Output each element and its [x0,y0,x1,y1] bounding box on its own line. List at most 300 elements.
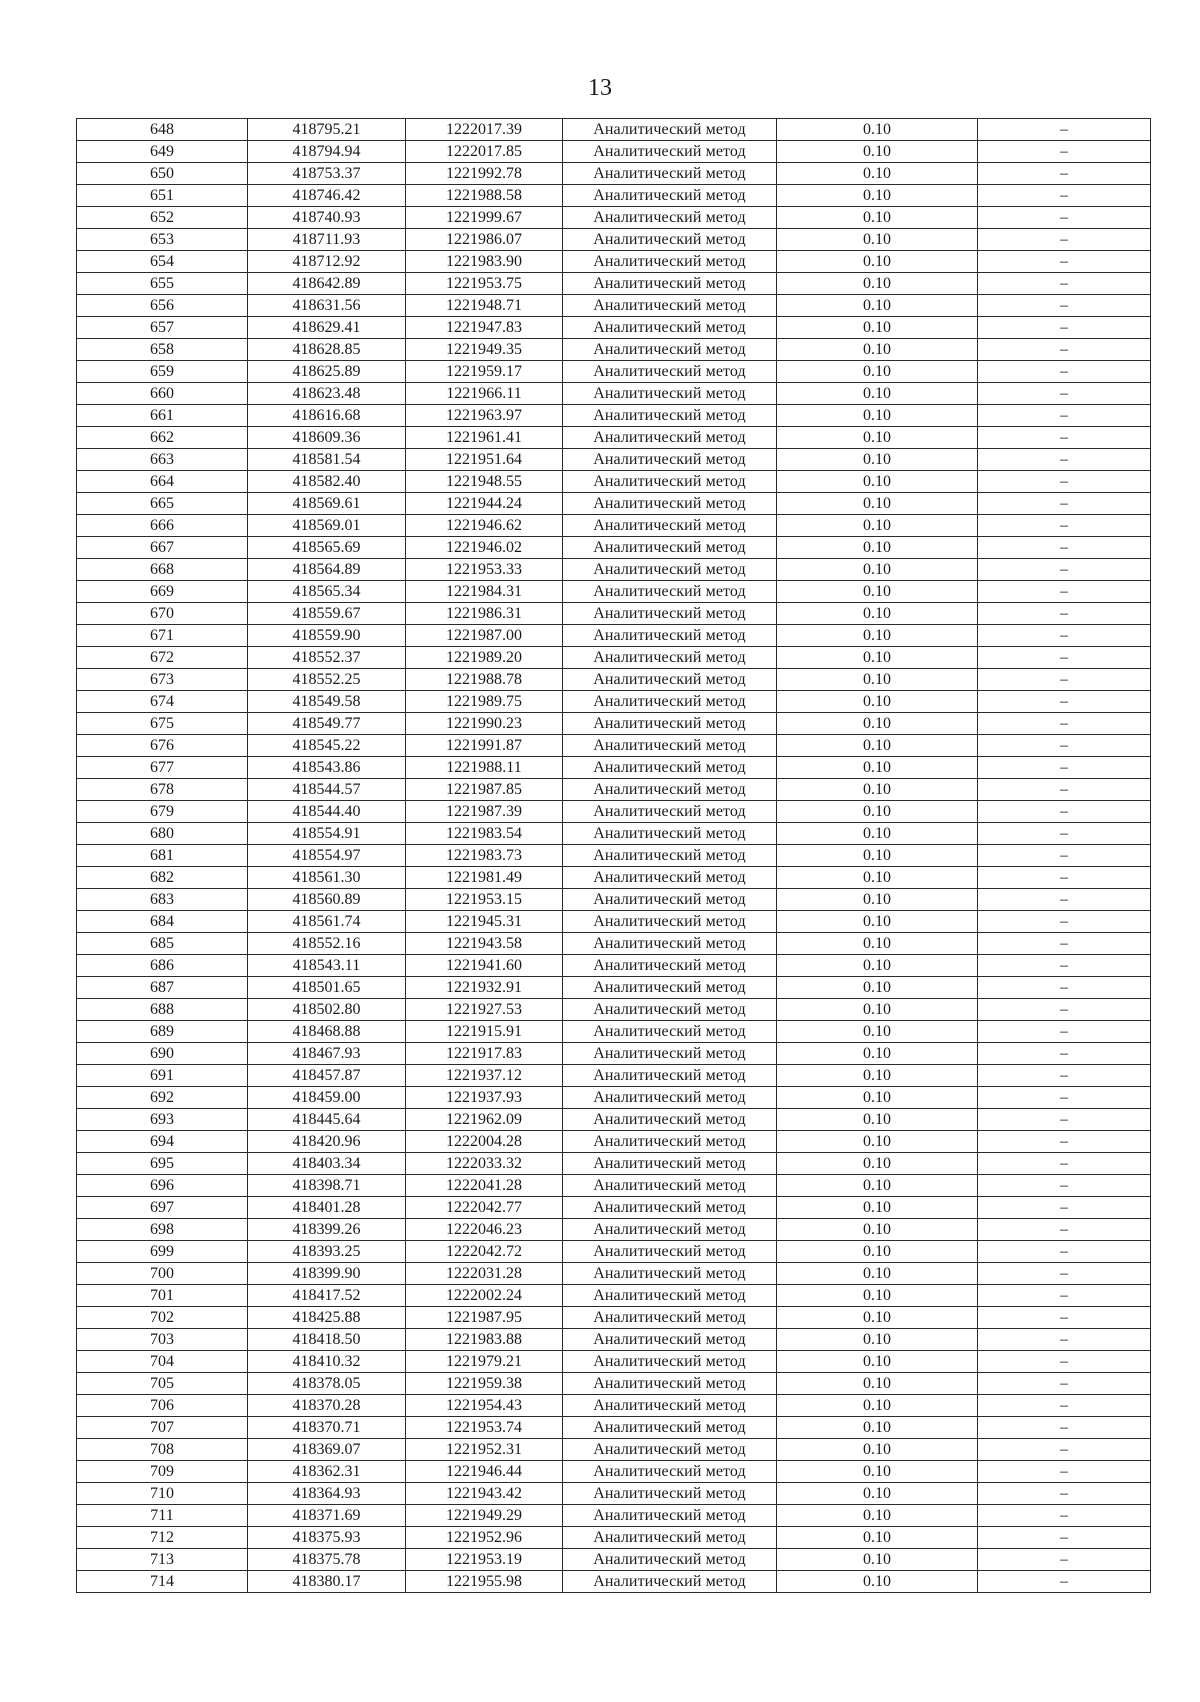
table-row [77,1483,1151,1505]
method-cell: Аналитический метод [563,1087,777,1109]
method-cell: Аналитический метод [563,1329,777,1351]
accuracy-cell: 0.10 [777,1087,978,1109]
y-coordinate-cell: 1221946.62 [406,515,563,537]
accuracy-cell: 0.10 [777,603,978,625]
y-coordinate-cell: 1221952.96 [406,1527,563,1549]
accuracy-cell: 0.10 [777,1219,978,1241]
y-coordinate-cell: 1221990.23 [406,713,563,735]
point-number-cell: 663 [77,449,248,471]
accuracy-cell: 0.10 [777,1109,978,1131]
x-coordinate-cell: 418569.61 [248,493,406,515]
accuracy-cell: 0.10 [777,317,978,339]
x-coordinate-cell: 418552.25 [248,669,406,691]
y-coordinate-cell: 1221915.91 [406,1021,563,1043]
note-cell: – [978,339,1151,361]
x-coordinate-cell: 418581.54 [248,449,406,471]
method-cell: Аналитический метод [563,383,777,405]
point-number-cell: 679 [77,801,248,823]
accuracy-cell: 0.10 [777,185,978,207]
note-cell: – [978,867,1151,889]
x-coordinate-cell: 418628.85 [248,339,406,361]
x-coordinate-cell: 418364.93 [248,1483,406,1505]
table-row [77,1373,1151,1395]
y-coordinate-cell: 1221941.60 [406,955,563,977]
method-cell: Аналитический метод [563,273,777,295]
table-row [77,449,1151,471]
table-row [77,471,1151,493]
x-coordinate-cell: 418740.93 [248,207,406,229]
note-cell: – [978,911,1151,933]
note-cell: – [978,229,1151,251]
point-number-cell: 693 [77,1109,248,1131]
accuracy-cell: 0.10 [777,1197,978,1219]
method-cell: Аналитический метод [563,1373,777,1395]
point-number-cell: 666 [77,515,248,537]
accuracy-cell: 0.10 [777,757,978,779]
note-cell: – [978,251,1151,273]
point-number-cell: 681 [77,845,248,867]
accuracy-cell: 0.10 [777,1307,978,1329]
point-number-cell: 694 [77,1131,248,1153]
point-number-cell: 667 [77,537,248,559]
method-cell: Аналитический метод [563,867,777,889]
accuracy-cell: 0.10 [777,845,978,867]
x-coordinate-cell: 418582.40 [248,471,406,493]
accuracy-cell: 0.10 [777,1285,978,1307]
accuracy-cell: 0.10 [777,339,978,361]
y-coordinate-cell: 1222042.77 [406,1197,563,1219]
note-cell: – [978,1197,1151,1219]
method-cell: Аналитический метод [563,1395,777,1417]
accuracy-cell: 0.10 [777,801,978,823]
method-cell: Аналитический метод [563,1307,777,1329]
method-cell: Аналитический метод [563,911,777,933]
point-number-cell: 701 [77,1285,248,1307]
x-coordinate-cell: 418375.78 [248,1549,406,1571]
x-coordinate-cell: 418468.88 [248,1021,406,1043]
accuracy-cell: 0.10 [777,383,978,405]
x-coordinate-cell: 418794.94 [248,141,406,163]
x-coordinate-cell: 418375.93 [248,1527,406,1549]
method-cell: Аналитический метод [563,581,777,603]
x-coordinate-cell: 418753.37 [248,163,406,185]
note-cell: – [978,471,1151,493]
method-cell: Аналитический метод [563,1483,777,1505]
x-coordinate-cell: 418445.64 [248,1109,406,1131]
x-coordinate-cell: 418399.90 [248,1263,406,1285]
accuracy-cell: 0.10 [777,581,978,603]
y-coordinate-cell: 1221946.02 [406,537,563,559]
table-row [77,405,1151,427]
point-number-cell: 708 [77,1439,248,1461]
table-row [77,1417,1151,1439]
point-number-cell: 664 [77,471,248,493]
point-number-cell: 700 [77,1263,248,1285]
x-coordinate-cell: 418380.17 [248,1571,406,1593]
point-number-cell: 674 [77,691,248,713]
table-row [77,845,1151,867]
x-coordinate-cell: 418369.07 [248,1439,406,1461]
note-cell: – [978,405,1151,427]
note-cell: – [978,119,1151,141]
y-coordinate-cell: 1221981.49 [406,867,563,889]
note-cell: – [978,581,1151,603]
note-cell: – [978,955,1151,977]
y-coordinate-cell: 1221992.78 [406,163,563,185]
table-row [77,1329,1151,1351]
x-coordinate-cell: 418370.71 [248,1417,406,1439]
note-cell: – [978,603,1151,625]
method-cell: Аналитический метод [563,1285,777,1307]
accuracy-cell: 0.10 [777,449,978,471]
table-row [77,647,1151,669]
x-coordinate-cell: 418378.05 [248,1373,406,1395]
y-coordinate-cell: 1221987.00 [406,625,563,647]
method-cell: Аналитический метод [563,1439,777,1461]
accuracy-cell: 0.10 [777,1329,978,1351]
accuracy-cell: 0.10 [777,559,978,581]
method-cell: Аналитический метод [563,449,777,471]
x-coordinate-cell: 418623.48 [248,383,406,405]
accuracy-cell: 0.10 [777,1483,978,1505]
method-cell: Аналитический метод [563,493,777,515]
y-coordinate-cell: 1221953.15 [406,889,563,911]
point-number-cell: 713 [77,1549,248,1571]
accuracy-cell: 0.10 [777,889,978,911]
x-coordinate-cell: 418565.69 [248,537,406,559]
accuracy-cell: 0.10 [777,537,978,559]
y-coordinate-cell: 1221945.31 [406,911,563,933]
table-row [77,1505,1151,1527]
accuracy-cell: 0.10 [777,405,978,427]
y-coordinate-cell: 1221961.41 [406,427,563,449]
point-number-cell: 655 [77,273,248,295]
method-cell: Аналитический метод [563,1241,777,1263]
y-coordinate-cell: 1221987.85 [406,779,563,801]
y-coordinate-cell: 1221962.09 [406,1109,563,1131]
point-number-cell: 670 [77,603,248,625]
table-row [77,185,1151,207]
accuracy-cell: 0.10 [777,625,978,647]
y-coordinate-cell: 1221987.39 [406,801,563,823]
method-cell: Аналитический метод [563,889,777,911]
note-cell: – [978,845,1151,867]
point-number-cell: 689 [77,1021,248,1043]
table-row [77,295,1151,317]
x-coordinate-cell: 418554.91 [248,823,406,845]
accuracy-cell: 0.10 [777,1175,978,1197]
y-coordinate-cell: 1221937.93 [406,1087,563,1109]
accuracy-cell: 0.10 [777,647,978,669]
note-cell: – [978,779,1151,801]
table-row [77,1461,1151,1483]
x-coordinate-cell: 418502.80 [248,999,406,1021]
x-coordinate-cell: 418425.88 [248,1307,406,1329]
accuracy-cell: 0.10 [777,669,978,691]
note-cell: – [978,647,1151,669]
point-number-cell: 669 [77,581,248,603]
point-number-cell: 704 [77,1351,248,1373]
accuracy-cell: 0.10 [777,361,978,383]
note-cell: – [978,1461,1151,1483]
y-coordinate-cell: 1222002.24 [406,1285,563,1307]
x-coordinate-cell: 418554.97 [248,845,406,867]
method-cell: Аналитический метод [563,119,777,141]
table-row [77,383,1151,405]
point-number-cell: 673 [77,669,248,691]
table-row [77,1395,1151,1417]
point-number-cell: 649 [77,141,248,163]
table-row [77,1065,1151,1087]
accuracy-cell: 0.10 [777,229,978,251]
y-coordinate-cell: 1221955.98 [406,1571,563,1593]
method-cell: Аналитический метод [563,1131,777,1153]
method-cell: Аналитический метод [563,1571,777,1593]
table-row [77,933,1151,955]
y-coordinate-cell: 1221983.90 [406,251,563,273]
y-coordinate-cell: 1221963.97 [406,405,563,427]
note-cell: – [978,1527,1151,1549]
point-number-cell: 656 [77,295,248,317]
accuracy-cell: 0.10 [777,911,978,933]
method-cell: Аналитический метод [563,141,777,163]
y-coordinate-cell: 1221983.54 [406,823,563,845]
table-row [77,119,1151,141]
note-cell: – [978,317,1151,339]
table-row [77,427,1151,449]
table-row [77,1263,1151,1285]
method-cell: Аналитический метод [563,427,777,449]
accuracy-cell: 0.10 [777,163,978,185]
x-coordinate-cell: 418642.89 [248,273,406,295]
accuracy-cell: 0.10 [777,1065,978,1087]
table-row [77,163,1151,185]
note-cell: – [978,1439,1151,1461]
x-coordinate-cell: 418746.42 [248,185,406,207]
accuracy-cell: 0.10 [777,1549,978,1571]
note-cell: – [978,1417,1151,1439]
note-cell: – [978,1087,1151,1109]
y-coordinate-cell: 1221989.75 [406,691,563,713]
note-cell: – [978,141,1151,163]
table-row [77,1109,1151,1131]
table-row [77,1197,1151,1219]
note-cell: – [978,1307,1151,1329]
table-row [77,779,1151,801]
point-number-cell: 675 [77,713,248,735]
accuracy-cell: 0.10 [777,955,978,977]
y-coordinate-cell: 1221979.21 [406,1351,563,1373]
accuracy-cell: 0.10 [777,735,978,757]
note-cell: – [978,559,1151,581]
y-coordinate-cell: 1221917.83 [406,1043,563,1065]
method-cell: Аналитический метод [563,823,777,845]
table-row [77,669,1151,691]
method-cell: Аналитический метод [563,229,777,251]
y-coordinate-cell: 1221953.74 [406,1417,563,1439]
point-number-cell: 702 [77,1307,248,1329]
accuracy-cell: 0.10 [777,1351,978,1373]
table-row [77,999,1151,1021]
table-row [77,691,1151,713]
accuracy-cell: 0.10 [777,141,978,163]
x-coordinate-cell: 418561.30 [248,867,406,889]
y-coordinate-cell: 1221927.53 [406,999,563,1021]
note-cell: – [978,1395,1151,1417]
note-cell: – [978,669,1151,691]
x-coordinate-cell: 418631.56 [248,295,406,317]
x-coordinate-cell: 418459.00 [248,1087,406,1109]
accuracy-cell: 0.10 [777,1527,978,1549]
x-coordinate-cell: 418398.71 [248,1175,406,1197]
table-row [77,1549,1151,1571]
y-coordinate-cell: 1221953.75 [406,273,563,295]
accuracy-cell: 0.10 [777,1043,978,1065]
accuracy-cell: 0.10 [777,823,978,845]
y-coordinate-cell: 1221944.24 [406,493,563,515]
point-number-cell: 671 [77,625,248,647]
table-row [77,141,1151,163]
x-coordinate-cell: 418362.31 [248,1461,406,1483]
point-number-cell: 714 [77,1571,248,1593]
method-cell: Аналитический метод [563,1175,777,1197]
point-number-cell: 654 [77,251,248,273]
method-cell: Аналитический метод [563,295,777,317]
table-row [77,911,1151,933]
note-cell: – [978,1175,1151,1197]
method-cell: Аналитический метод [563,647,777,669]
y-coordinate-cell: 1221986.07 [406,229,563,251]
point-number-cell: 653 [77,229,248,251]
y-coordinate-cell: 1221932.91 [406,977,563,999]
accuracy-cell: 0.10 [777,713,978,735]
y-coordinate-cell: 1221988.11 [406,757,563,779]
y-coordinate-cell: 1221943.58 [406,933,563,955]
note-cell: – [978,1131,1151,1153]
point-number-cell: 660 [77,383,248,405]
method-cell: Аналитический метод [563,251,777,273]
y-coordinate-cell: 1222046.23 [406,1219,563,1241]
note-cell: – [978,185,1151,207]
point-number-cell: 662 [77,427,248,449]
y-coordinate-cell: 1221946.44 [406,1461,563,1483]
accuracy-cell: 0.10 [777,867,978,889]
x-coordinate-cell: 418543.11 [248,955,406,977]
method-cell: Аналитический метод [563,185,777,207]
method-cell: Аналитический метод [563,779,777,801]
method-cell: Аналитический метод [563,691,777,713]
point-number-cell: 707 [77,1417,248,1439]
y-coordinate-cell: 1221949.35 [406,339,563,361]
y-coordinate-cell: 1221987.95 [406,1307,563,1329]
table-row [77,339,1151,361]
note-cell: – [978,625,1151,647]
table-row [77,229,1151,251]
point-number-cell: 712 [77,1527,248,1549]
method-cell: Аналитический метод [563,1505,777,1527]
accuracy-cell: 0.10 [777,1153,978,1175]
x-coordinate-cell: 418467.93 [248,1043,406,1065]
method-cell: Аналитический метод [563,1351,777,1373]
y-coordinate-cell: 1221937.12 [406,1065,563,1087]
y-coordinate-cell: 1222033.32 [406,1153,563,1175]
x-coordinate-cell: 418543.86 [248,757,406,779]
note-cell: – [978,1329,1151,1351]
y-coordinate-cell: 1221954.43 [406,1395,563,1417]
method-cell: Аналитический метод [563,317,777,339]
x-coordinate-cell: 418609.36 [248,427,406,449]
x-coordinate-cell: 418403.34 [248,1153,406,1175]
method-cell: Аналитический метод [563,471,777,493]
y-coordinate-cell: 1221949.29 [406,1505,563,1527]
x-coordinate-cell: 418544.40 [248,801,406,823]
y-coordinate-cell: 1221983.73 [406,845,563,867]
table-row [77,581,1151,603]
table-row [77,713,1151,735]
note-cell: – [978,493,1151,515]
point-number-cell: 678 [77,779,248,801]
y-coordinate-cell: 1221948.55 [406,471,563,493]
y-coordinate-cell: 1221959.38 [406,1373,563,1395]
accuracy-cell: 0.10 [777,1439,978,1461]
accuracy-cell: 0.10 [777,427,978,449]
table-row [77,493,1151,515]
note-cell: – [978,1373,1151,1395]
note-cell: – [978,823,1151,845]
accuracy-cell: 0.10 [777,251,978,273]
y-coordinate-cell: 1221984.31 [406,581,563,603]
method-cell: Аналитический метод [563,1417,777,1439]
x-coordinate-cell: 418549.77 [248,713,406,735]
y-coordinate-cell: 1221943.42 [406,1483,563,1505]
page-number: 13 [588,75,612,101]
method-cell: Аналитический метод [563,1549,777,1571]
point-number-cell: 703 [77,1329,248,1351]
point-number-cell: 684 [77,911,248,933]
note-cell: – [978,1241,1151,1263]
method-cell: Аналитический метод [563,625,777,647]
x-coordinate-cell: 418371.69 [248,1505,406,1527]
x-coordinate-cell: 418501.65 [248,977,406,999]
x-coordinate-cell: 418552.16 [248,933,406,955]
x-coordinate-cell: 418420.96 [248,1131,406,1153]
accuracy-cell: 0.10 [777,1417,978,1439]
note-cell: – [978,515,1151,537]
method-cell: Аналитический метод [563,537,777,559]
x-coordinate-cell: 418625.89 [248,361,406,383]
y-coordinate-cell: 1221983.88 [406,1329,563,1351]
table-row [77,1351,1151,1373]
y-coordinate-cell: 1222042.72 [406,1241,563,1263]
x-coordinate-cell: 418616.68 [248,405,406,427]
method-cell: Аналитический метод [563,361,777,383]
point-number-cell: 705 [77,1373,248,1395]
method-cell: Аналитический метод [563,207,777,229]
method-cell: Аналитический метод [563,1109,777,1131]
accuracy-cell: 0.10 [777,207,978,229]
point-number-cell: 685 [77,933,248,955]
accuracy-cell: 0.10 [777,977,978,999]
x-coordinate-cell: 418393.25 [248,1241,406,1263]
table-row [77,1439,1151,1461]
table-row [77,1285,1151,1307]
y-coordinate-cell: 1221951.64 [406,449,563,471]
point-number-cell: 688 [77,999,248,1021]
accuracy-cell: 0.10 [777,493,978,515]
note-cell: – [978,1483,1151,1505]
note-cell: – [978,1043,1151,1065]
note-cell: – [978,735,1151,757]
